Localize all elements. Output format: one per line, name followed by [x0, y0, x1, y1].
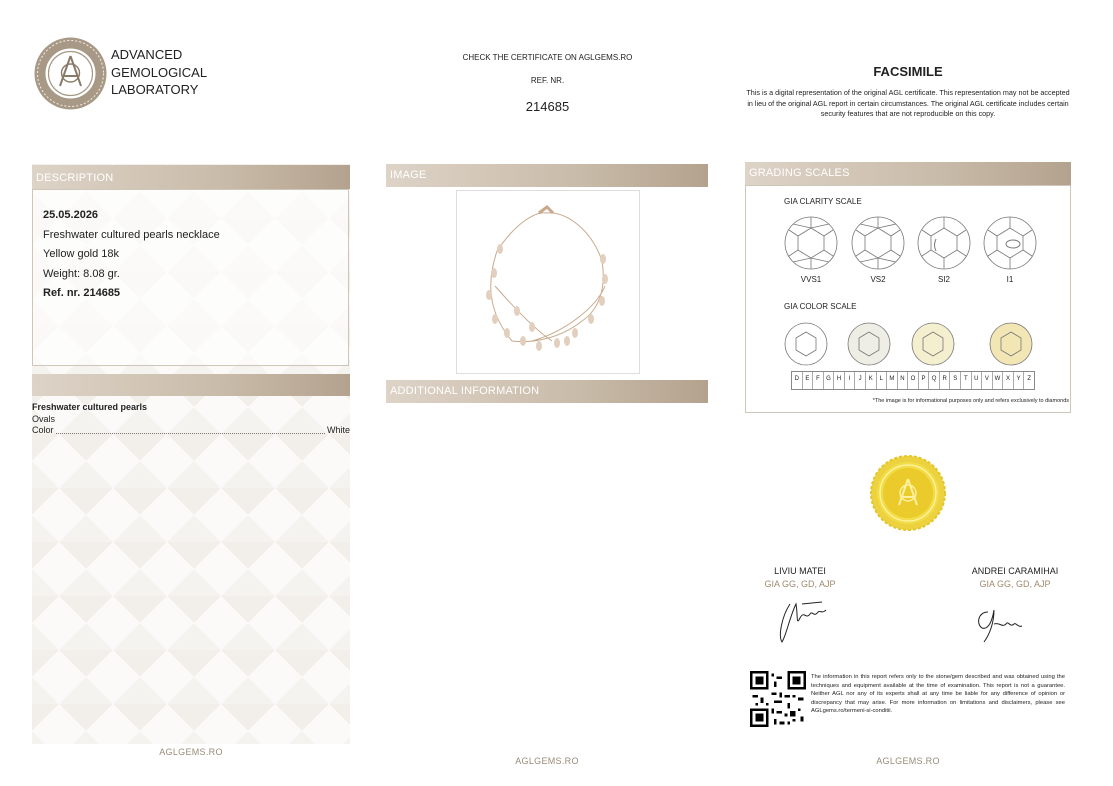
image-bar-label: IMAGE [390, 169, 427, 181]
footer-left: AGLGEMS.RO [159, 747, 223, 757]
color-letter: F [813, 372, 824, 389]
qr-code [750, 671, 806, 727]
signature-2-name: ANDREI CARAMIHAI [971, 566, 1059, 576]
clarity-label-vs2: VS2 [870, 275, 886, 284]
color-letter: Z [1027, 376, 1031, 382]
description-box [32, 189, 349, 366]
details-color-row [32, 425, 350, 437]
description-weight: Weight: 8.08 gr. [43, 267, 120, 280]
grading-scales-bar-label: GRADING SCALES [749, 167, 850, 179]
signature-1-name: LIVIU MATEI [774, 566, 826, 576]
description-date: 25.05.2026 [43, 209, 99, 221]
description-bar [32, 165, 350, 189]
color-letter: G [824, 372, 835, 389]
logo-line-2: GEMOLOGICAL [111, 64, 208, 80]
logo-line-1: ADVANCED [111, 47, 183, 62]
clarity-label-vvs1: VVS1 [800, 275, 822, 284]
grading-scales-bar [745, 162, 1071, 185]
color-scale-diamonds [784, 320, 1044, 373]
additional-info-bar [386, 380, 708, 403]
necklace-image [456, 190, 640, 374]
color-letter: O [908, 372, 919, 389]
color-letter: V [982, 372, 993, 389]
color-letter: U [972, 372, 983, 389]
gold-seal [870, 455, 946, 531]
description-bar-label: DESCRIPTION [36, 172, 114, 184]
grading-note: *The image is for informational purposes only and refers exclusively to diamonds [872, 398, 1069, 404]
signature-2-title: GIA GG, GD, AJP [979, 579, 1051, 589]
signature-block-2 [940, 566, 1090, 589]
color-letter: I [845, 372, 856, 389]
color-letter: R [940, 372, 951, 389]
color-scale-title: GIA COLOR SCALE [784, 302, 857, 311]
signature-1-title: GIA GG, GD, AJP [764, 579, 836, 589]
color-letter: K [866, 372, 877, 389]
grading-scales-box [745, 185, 1071, 413]
color-letter: P [919, 372, 930, 389]
logo-line-3: LABORATORY [111, 82, 199, 97]
additional-info-bar-label: ADDITIONAL INFORMATION [390, 385, 540, 397]
color-letter: E [803, 372, 814, 389]
disclaimer-text: The information in this report refers only to the stone/gem described and was obtained using the techniques and equipment available at the time of examination. This report is not a guarantee. Neither AGL nor any of its experts shall at any time be liable for any difference of opinion or discrepancy that may arise. For more information on limitations and disclaimers, please see AGLgems.ro/termeni-si-conditii. [811, 674, 1065, 714]
image-bar [386, 164, 708, 187]
ref-label: REF. NR. [530, 76, 565, 85]
description-item: Freshwater cultured pearls necklace [43, 228, 220, 241]
color-letter: Q [929, 372, 940, 389]
facsimile-title: FACSIMILE [873, 64, 943, 79]
logo-wordmark [111, 46, 207, 99]
details-block [32, 402, 350, 437]
clarity-label-i1: I1 [1006, 275, 1014, 284]
check-certificate-text: CHECK THE CERTIFICATE ON AGLGEMS.RO [462, 53, 633, 62]
color-letter: J [855, 372, 866, 389]
ref-number: 214685 [525, 99, 570, 114]
color-letter: H [834, 372, 845, 389]
signature-1-image [772, 596, 832, 648]
color-letter: M [887, 372, 898, 389]
color-letter: Y [1014, 372, 1025, 389]
signature-block-1 [740, 566, 860, 589]
details-bar [32, 374, 350, 396]
color-letter: X [1003, 372, 1014, 389]
color-letter: D [792, 372, 803, 389]
description-metal: Yellow gold 18k [43, 248, 120, 260]
clarity-scale-diamonds [784, 216, 1044, 296]
clarity-label-si2: SI2 [937, 275, 950, 284]
details-dot-leader [56, 433, 325, 434]
details-shape: Ovals [32, 413, 56, 424]
description-ref: Ref. nr. 214685 [43, 287, 121, 299]
details-title: Freshwater cultured pearls [32, 402, 148, 412]
color-letter: T [961, 372, 972, 389]
details-color-label: Color [32, 425, 54, 435]
color-letter: S [950, 372, 961, 389]
footer-right: AGLGEMS.RO [876, 756, 940, 766]
signature-2-image [972, 604, 1032, 644]
color-letter: N [898, 372, 909, 389]
color-letter-scale [791, 371, 1035, 390]
color-letter: L [877, 372, 888, 389]
facsimile-text: This is a digital representation of the original AGL certificate. This representation may not be accepted in lieu of the original AGL report in certain circumstances. The original AGL certificate includes certain security features that are not reproducible on this copy. [746, 88, 1070, 118]
details-color-value: White [326, 425, 350, 435]
color-letter: W [993, 372, 1004, 389]
clarity-scale-title: GIA CLARITY SCALE [784, 197, 862, 206]
agl-logo [33, 36, 108, 111]
footer-center: AGLGEMS.RO [515, 756, 579, 766]
